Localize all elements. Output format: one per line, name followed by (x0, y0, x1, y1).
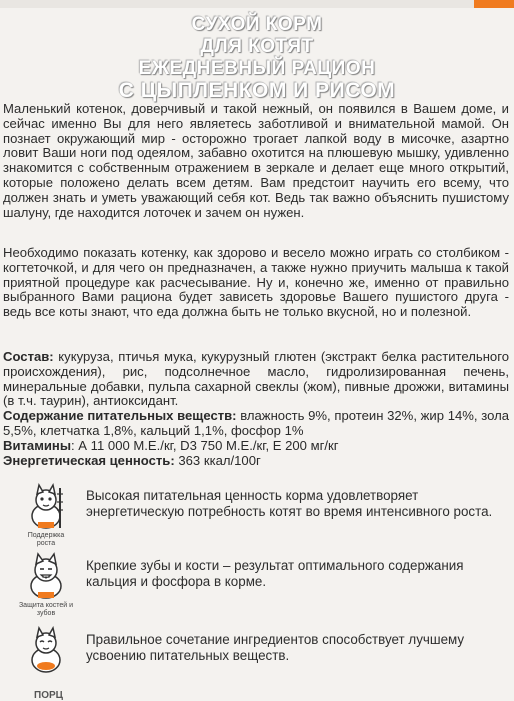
heading-line-3: ЕЖЕДНЕВНЫЙ РАЦИОН (138, 58, 376, 79)
intro-paragraph: Маленький котенок, доверчивый и такой нежный, он появился в Вашем доме, и сейчас именно Вы для него являетесь заботливой и внимательной мамой. Он познает окружающий мир - осторожно трогает лапкой воду в мисочке, азартно ловит Ваши ноги под одеялом, забавно охотится на плюшевую мышку, удивленно знакомится с собственным отражением в зеркале и делает еще много открытий, которые положено делать всем детям. Вам предстоит научить его всему, что должен знать и уметь уважающий себя кот. Ведь так важно объяснить пушистому шалуну, где находится лоточек и зачем он нужен. (3, 101, 509, 220)
cat-digestion-icon (24, 626, 68, 674)
orange-corner (474, 0, 514, 8)
nutrients-text: влажность 9%, протеин 32%, жир 14%, зола 5,5%, клетчатка 1,8%, кальций 1,1%, фосфор 1% (3, 408, 509, 438)
energy-text: 363 ккал/100г (174, 452, 261, 468)
vitamins-label: Витамины (3, 437, 72, 453)
nutrients-line (3, 409, 509, 439)
vitamins-text: : А 11 000 М.Е./кг, D3 750 М.Е./кг, Е 200 мг/кг (71, 437, 339, 453)
composition-line (3, 350, 509, 409)
heading-line-2: ДЛЯ КОТЯТ (200, 36, 314, 57)
product-heading (0, 14, 514, 102)
composition-label: Состав: (3, 349, 54, 364)
feature-growth-text: Высокая питательная ценность корма удовлетворяет энергетическую потребность котят во время интенсивного роста. (86, 488, 493, 519)
composition-block (3, 350, 509, 468)
feature-bones (0, 552, 514, 616)
icon-caption-growth: Поддержка роста (27, 532, 65, 547)
nutrients-label: Содержание питательных веществ: (3, 408, 237, 424)
icon-caption-bones: Защита костей и зубов (18, 602, 74, 617)
bottom-cut-text: ПОРЦ (34, 690, 63, 701)
heading-line-1: СУХОЙ КОРМ (191, 14, 323, 35)
vitamins-line (3, 439, 509, 454)
cat-growth-icon (24, 482, 68, 530)
heading-line-4: С ЦЫПЛЕНКОМ И РИСОМ (118, 79, 396, 102)
cat-bones-icon (24, 552, 68, 600)
composition-text: кукуруза, птичья мука, кукурузный глютен (экстракт белка растительного происхождения), рис, подсолнечное масло, гидролизированная печень, минеральные добавки, пульпа сахарной свеклы (жом), пивные дрожжи, витамины (в т.ч. таурин), антиоксидант. (3, 349, 509, 409)
energy-label: Энергетическая ценность: (3, 452, 175, 468)
feature-bones-text: Крепкие зубы и кости – результат оптимального содержания кальция и фосфора в корме. (86, 558, 464, 589)
top-strip (0, 0, 514, 8)
energy-line (3, 454, 509, 469)
feature-digestion-text: Правильное сочетание ингредиентов способствует лучшему усвоению питательных веществ. (86, 632, 465, 663)
feature-growth (0, 482, 514, 546)
feature-digestion (0, 626, 514, 690)
care-paragraph: Необходимо показать котенку, как здорово и весело можно играть со столбиком - когтеточкой, и для чего он предназначен, а также нужно приучить малыша к такой приятной процедуре как расчесывание. Ну и, конечно же, именно от правильно выбранного Вами рациона будет зависеть здоровье Вашего пушистого друга - ведь все коты знают, что еда должна быть не только вкусной, но и полезной. (3, 245, 509, 320)
